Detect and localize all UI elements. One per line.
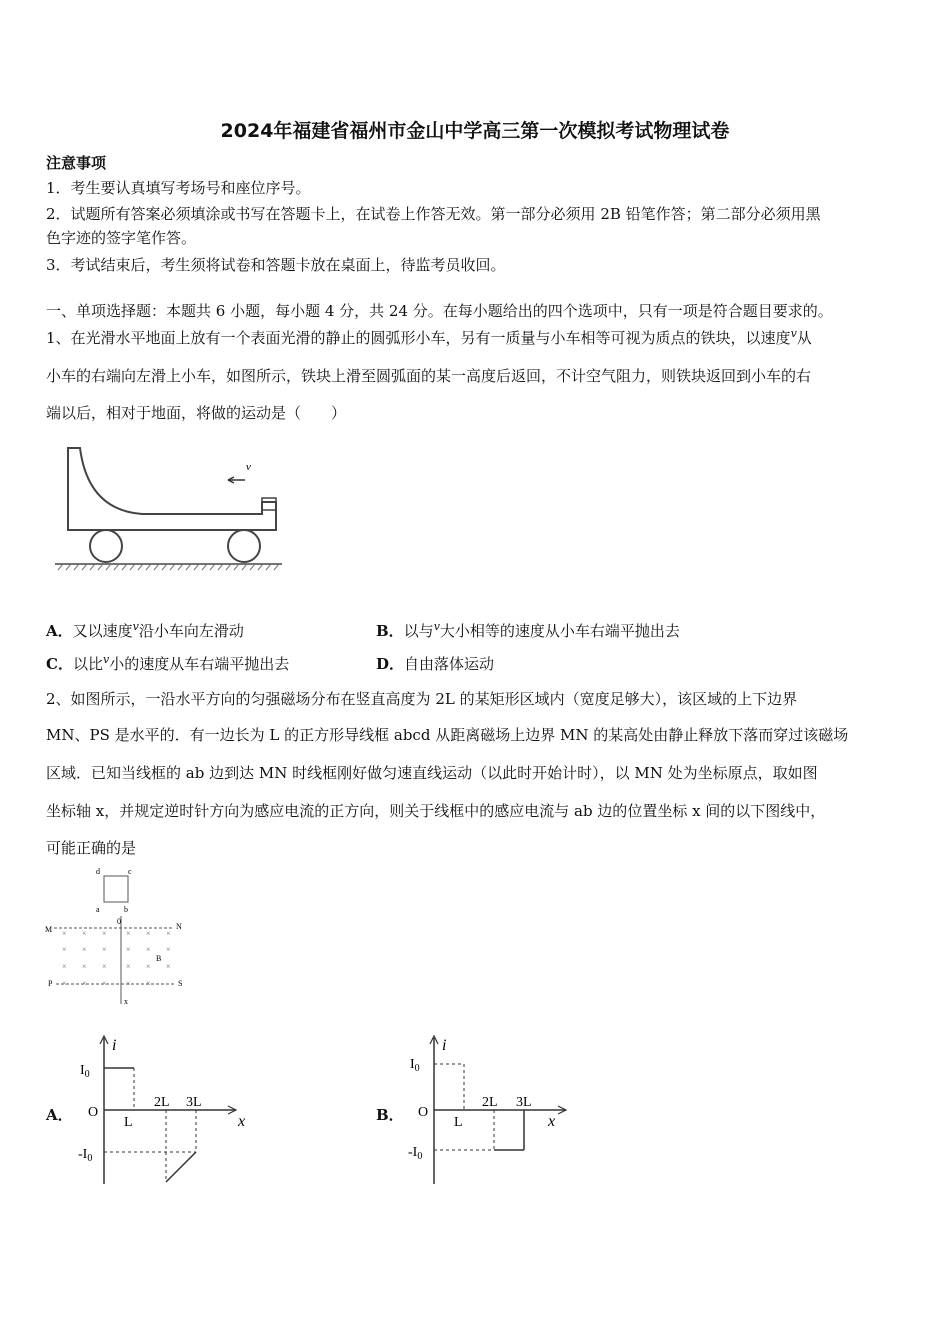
iron-block xyxy=(262,498,276,510)
label-a: a xyxy=(96,905,100,914)
q1-line-1 xyxy=(46,327,812,348)
graph-b[interactable] xyxy=(400,1032,580,1192)
wheel-right xyxy=(228,530,260,562)
svg-text:×: × xyxy=(146,979,151,988)
label-p: P xyxy=(48,979,53,988)
svg-text:×: × xyxy=(62,962,67,971)
option-letter: D． xyxy=(376,655,405,673)
option-letter: A． xyxy=(46,622,73,640)
label-x: x xyxy=(124,997,128,1006)
magnetic-field-figure xyxy=(40,862,200,1012)
neg-i0-label: $-I_0$ xyxy=(408,1145,423,1162)
axis-label-x: x xyxy=(548,1113,556,1130)
svg-text:×: × xyxy=(102,929,107,938)
axis-label-i: i xyxy=(112,1037,117,1054)
label-m: M xyxy=(45,925,53,934)
cart-body xyxy=(68,448,276,530)
option-a[interactable] xyxy=(46,620,244,641)
notice-item: 2．试题所有答案必须填涂或书写在答题卡上，在试卷上作答无效。第一部分必须用 2B 铅笔作答；第二部分必须用黑 xyxy=(46,205,821,223)
svg-text:×: × xyxy=(146,962,151,971)
q2-line: 坐标轴 x，并规定逆时针方向为感应电流的正方向，则关于线框中的感应电流与 ab 边的位置坐标 x 间的以下图线中， xyxy=(46,802,826,820)
option-letter: B． xyxy=(376,622,404,640)
q2-line: 2、如图所示，一沿水平方向的匀强磁场分布在竖直高度为 2L 的某矩形区域内（宽度足够大），该区域的上下边界 xyxy=(46,690,798,708)
svg-text:×: × xyxy=(126,962,131,971)
axis-label-i: i xyxy=(442,1037,447,1054)
label-b-field: B xyxy=(156,954,162,963)
svg-text:×: × xyxy=(102,979,107,988)
option-text: 小的速度从车右端平抛出去 xyxy=(109,655,290,673)
graph-a-letter[interactable]: A． xyxy=(46,1106,73,1124)
option-c[interactable] xyxy=(46,653,289,674)
svg-text:×: × xyxy=(126,945,131,954)
wheel-left xyxy=(90,530,122,562)
i0-label: $I_0$ xyxy=(80,1063,90,1080)
option-letter: C． xyxy=(46,655,73,673)
page-title: 2024年福建省福州市金山中学高三第一次模拟考试物理试卷 xyxy=(220,120,730,142)
neg-i0-label: $-I_0$ xyxy=(78,1147,93,1164)
graph-b-letter[interactable]: B． xyxy=(376,1106,404,1124)
tick-l: L xyxy=(124,1115,133,1130)
graph-a[interactable] xyxy=(70,1032,250,1192)
label-c: c xyxy=(128,867,132,876)
svg-text:×: × xyxy=(82,962,87,971)
wire-frame xyxy=(104,876,128,902)
svg-text:×: × xyxy=(146,945,151,954)
svg-text:×: × xyxy=(166,929,171,938)
tick-l: L xyxy=(454,1115,463,1130)
option-text: 沿小车向左滑动 xyxy=(138,622,244,640)
svg-text:×: × xyxy=(102,962,107,971)
option-text: 以与 xyxy=(403,622,434,640)
tick-2l: 2L xyxy=(482,1095,498,1110)
velocity-label: v xyxy=(246,461,251,473)
origin-label: O xyxy=(88,1105,99,1120)
i0-label: $I_0$ xyxy=(410,1057,420,1074)
notice-heading: 注意事项 xyxy=(46,154,107,172)
label-d: d xyxy=(96,867,100,876)
q1-line-2: 小车的右端向左滑上小车，如图所示，铁块上滑至圆弧面的某一高度后返回，不计空气阻力，则铁块返回到小车的右 xyxy=(46,367,812,385)
q1-line-3: 端以后，相对于地面，将做的运动是（ ） xyxy=(46,404,347,422)
svg-text:×: × xyxy=(166,945,171,954)
svg-text:×: × xyxy=(62,945,67,954)
v-symbol: v xyxy=(433,620,440,633)
tick-2l: 2L xyxy=(154,1095,170,1110)
axis-label-x: x xyxy=(238,1113,246,1130)
svg-text:×: × xyxy=(102,945,107,954)
q2-line: 区域．已知当线框的 ab 边到达 MN 时线框刚好做匀速直线运动（以此时开始计时），以 MN 处为坐标原点，取如图 xyxy=(46,764,818,782)
q1-text: 从 xyxy=(796,329,812,347)
option-d[interactable] xyxy=(376,653,494,674)
v-symbol: v xyxy=(790,327,797,340)
notice-item: 3．考试结束后，考生须将试卷和答题卡放在桌面上，待监考员收回。 xyxy=(46,256,506,274)
svg-text:×: × xyxy=(166,962,171,971)
svg-text:×: × xyxy=(82,979,87,988)
svg-text:×: × xyxy=(146,929,151,938)
svg-text:×: × xyxy=(82,945,87,954)
v-symbol: v xyxy=(132,620,139,633)
tick-3l: 3L xyxy=(516,1095,532,1110)
option-text: 以比 xyxy=(72,655,103,673)
current-segment xyxy=(166,1152,196,1182)
q2-line: 可能正确的是 xyxy=(46,839,137,857)
origin-label: O xyxy=(418,1105,429,1120)
notice-item: 1．考生要认真填写考场号和座位序号。 xyxy=(46,179,311,197)
option-b[interactable] xyxy=(376,620,680,641)
label-origin: 0 xyxy=(117,917,121,926)
svg-text:×: × xyxy=(62,979,67,988)
notice-item: 色字迹的签字笔作答。 xyxy=(46,229,197,247)
svg-text:×: × xyxy=(126,929,131,938)
cart-figure xyxy=(50,440,290,580)
option-text: 大小相等的速度从小车右端平抛出去 xyxy=(439,622,680,640)
field-crosses xyxy=(62,929,171,988)
label-n: N xyxy=(176,922,182,931)
svg-text:×: × xyxy=(126,979,131,988)
label-b: b xyxy=(124,905,128,914)
v-symbol: v xyxy=(102,653,110,666)
tick-3l: 3L xyxy=(186,1095,202,1110)
q1-text: 1、在光滑水平地面上放有一个表面光滑的静止的圆弧形小车，另有一质量与小车相等可视为质点的铁块，以速度 xyxy=(46,329,791,347)
section-heading: 一、单项选择题：本题共 6 小题，每小题 4 分，共 24 分。在每小题给出的四个选项中，只有一项是符合题目要求的。 xyxy=(46,302,833,320)
q2-line: MN、PS 是水平的．有一边长为 L 的正方形导线框 abcd 从距离磁场上边界 MN 的某高处由静止释放下落而穿过该磁场 xyxy=(46,726,849,744)
option-text: 又以速度 xyxy=(72,622,133,640)
option-text: 自由落体运动 xyxy=(404,655,495,673)
label-s: S xyxy=(178,979,183,988)
svg-text:×: × xyxy=(62,929,67,938)
svg-text:×: × xyxy=(82,929,87,938)
